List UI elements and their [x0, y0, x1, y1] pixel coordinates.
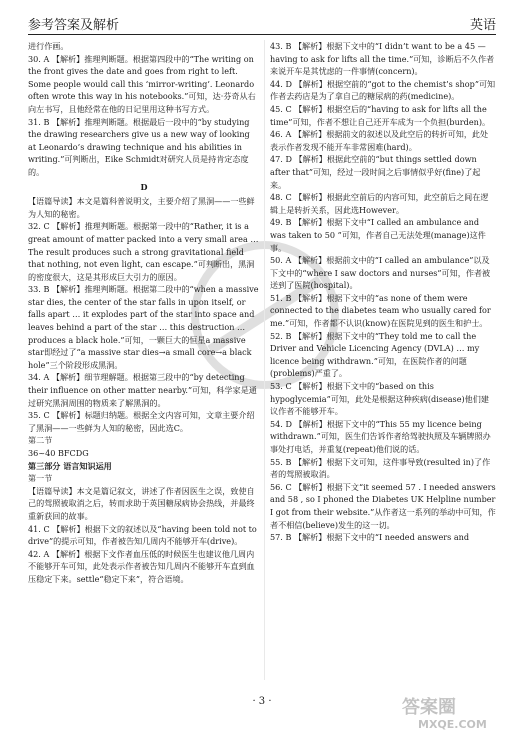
text-paragraph: 45. C 【解析】根据空后的“having to ask for lifts all the time”可知，作者不想让自己还开车成为一个负担(burden)。: [270, 103, 491, 127]
text-paragraph: 36~40 BFCDG: [28, 448, 89, 458]
text-paragraph: 52. B 【解析】根据下文中的“They told me to call the Driver and Vehicle Licencing Agency (DVLA) … my licence being withdrawn.”可知，在医院作者的问题(problems)严重了。: [270, 330, 480, 379]
text-paragraph: 48. C 【解析】根据此空前后的内容可知，此空前后之间在逻辑上是转折关系，因此选However。: [270, 192, 489, 215]
text-paragraph: 47. D 【解析】根据此空前的“but things settled down after that”可知，经过一段时间之后事情似乎好(fine)了起来。: [270, 154, 481, 190]
text-paragraph: 35. C 【解析】标题归纳题。根据全文内容可知，文章主要介绍了黑洞——一些鲜为人知的秘密，因此选C。: [28, 410, 255, 433]
header-subject: 英语: [469, 18, 496, 33]
right-column: [270, 40, 496, 544]
text-paragraph: 42. A 【解析】根据下文作者血压低的时候医生也建议他几周内不能够开车可知，此处表示作者被告知几周内不能够开车直到血压稳定下来。settle“稳定下来”，符合语境。: [28, 548, 255, 584]
page-header: [28, 10, 496, 35]
header-title: 参考答案及解析: [28, 18, 120, 33]
text-paragraph: 41. C 【解析】根据下文的叙述以及“having been told not to drive”的提示可知，作者被告知几周内不能够开车(drive)。: [28, 523, 257, 547]
text-paragraph: 55. B 【解析】根据下文可知，这件事导致(resulted in)了作者的驾照被取消。: [270, 456, 491, 480]
text-paragraph: 30. A 【解析】推理判断题。根据第四段中的“The writing on the front gives the date and goes from right to left. Some people would call this ‘mirror-writing’. Leonardo often wrote this way in his notebooks.”可知，达·芬奇从右向左书写，且他经常在他的日记里用这种书写方式。: [28, 53, 256, 114]
section-heading: D: [140, 181, 148, 192]
column-divider: [264, 40, 265, 680]
text-paragraph: 44. D 【解析】根据空前的“got to the chemist’s shop”可知作者去药店是为了拿自己的糖尿病的药(medicine)。: [270, 78, 496, 102]
site-watermark-logo: [398, 691, 518, 731]
text-paragraph: 33. B 【解析】推理判断题。根据第二段中的“when a massive star dies, the center of the star falls in upon itself, or falls apart … it explodes part of the star into space and leaves behind a part of the star … this destruction … produces a black hole.”可知，一颗巨大的恒星a massive star即经过了“a massive star dies→a small core→a black hole”三个阶段形成黑洞。: [28, 284, 259, 370]
text-paragraph: 【语篇导读】本文是篇记叙文，讲述了作者因医生之误，致使自己的驾照被取消之后，转而求助于英国糖尿病协会热线，并最终重新获回的故事。: [28, 485, 255, 521]
left-column: [28, 40, 260, 586]
text-paragraph: 34. A 【解析】细节理解题。根据第三段中的“by detecting their influence on other matter nearby.”可知，科学家是通过研究黑洞周围的物质来了解黑洞的。: [28, 372, 257, 408]
text-paragraph: 32. C 【解析】推理判断题。根据第一段中的“Rather, it is a great amount of matter packed into a very small area … The result produces such a strong gravitational field that nothing, not even light, can escape.”可判断出，黑洞的密度很大，这是其形成巨大引力的原因。: [28, 221, 259, 282]
text-paragraph: 49. B 【解析】根据下文中“I called an ambulance and was taken to 50 ”可知，作者自己无法处理(manage)这件事。: [270, 217, 486, 253]
text-paragraph: 53. C 【解析】根据下文中的“based on this hypoglycemia”可知，此处是根据这种疾病(disease)他们建议作者不能够开车。: [270, 381, 489, 417]
text-paragraph: 第一节: [28, 473, 53, 484]
text-paragraph: 第二节: [28, 435, 53, 446]
text-paragraph: 【语篇导读】本文是篇科普说明文，主要介绍了黑洞——一些鲜为人知的秘密。: [28, 196, 255, 219]
text-paragraph: 43. B 【解析】根据下文中的“I didn’t want to be a 45 — having to ask for lifts all the time.”可知，诊断后不久作者来说开车是其忧虑的一件事情(concern)。: [270, 41, 495, 77]
watermark-text: 答案圈: [402, 697, 456, 718]
text-paragraph: 51. B 【解析】根据下文中的“as none of them were connected to the diabetes team who usually cared for me.”可知，作者都不认识(know)在医院见到的医生和护士。: [270, 292, 491, 329]
text-paragraph: 56. C 【解析】根据下文“it seemed 57 . I needed answers and 58 , so I phoned the Diabetes UK Helpline number I got from their website.”从作者这一系列的举动中可知，作者不相信(believe)发生的这一切。: [270, 481, 496, 530]
text-paragraph: 31. B 【解析】推理判断题。根据最后一段中的“by studying the drawing researchers give us a new way of looking at Leonardo’s drawing technique and his abilities in writing.”可判断出，Eike Schmidt对研究人员是持肯定态度的。: [28, 116, 250, 177]
text-paragraph: 进行作画。: [28, 41, 69, 51]
text-paragraph: 54. D 【解析】根据下文中的“This 55 my licence being withdrawn.”可知，医生们告诉作者给驾驶执照及车辆牌照办事处打电话，并重复(repeat)他们说的话。: [270, 418, 491, 454]
watermark-site: MXQE.COM: [418, 718, 487, 731]
page-number: · 3 ·: [252, 696, 272, 707]
text-paragraph: 57. B 【解析】根据下文中的“I needed answers and: [270, 532, 470, 543]
text-paragraph: 50. A 【解析】根据前文中的“I called an ambulance”以及下文中的“where I saw doctors and nurses”可知，作者被送到了医院(hospital)。: [270, 255, 491, 291]
text-paragraph: 46. A 【解析】根据前文的叙述以及此空后的转折可知，此处表示作者发现不能开车非常困难(hard)。: [270, 129, 489, 152]
part-heading: 第三部分 语言知识运用: [28, 460, 112, 471]
